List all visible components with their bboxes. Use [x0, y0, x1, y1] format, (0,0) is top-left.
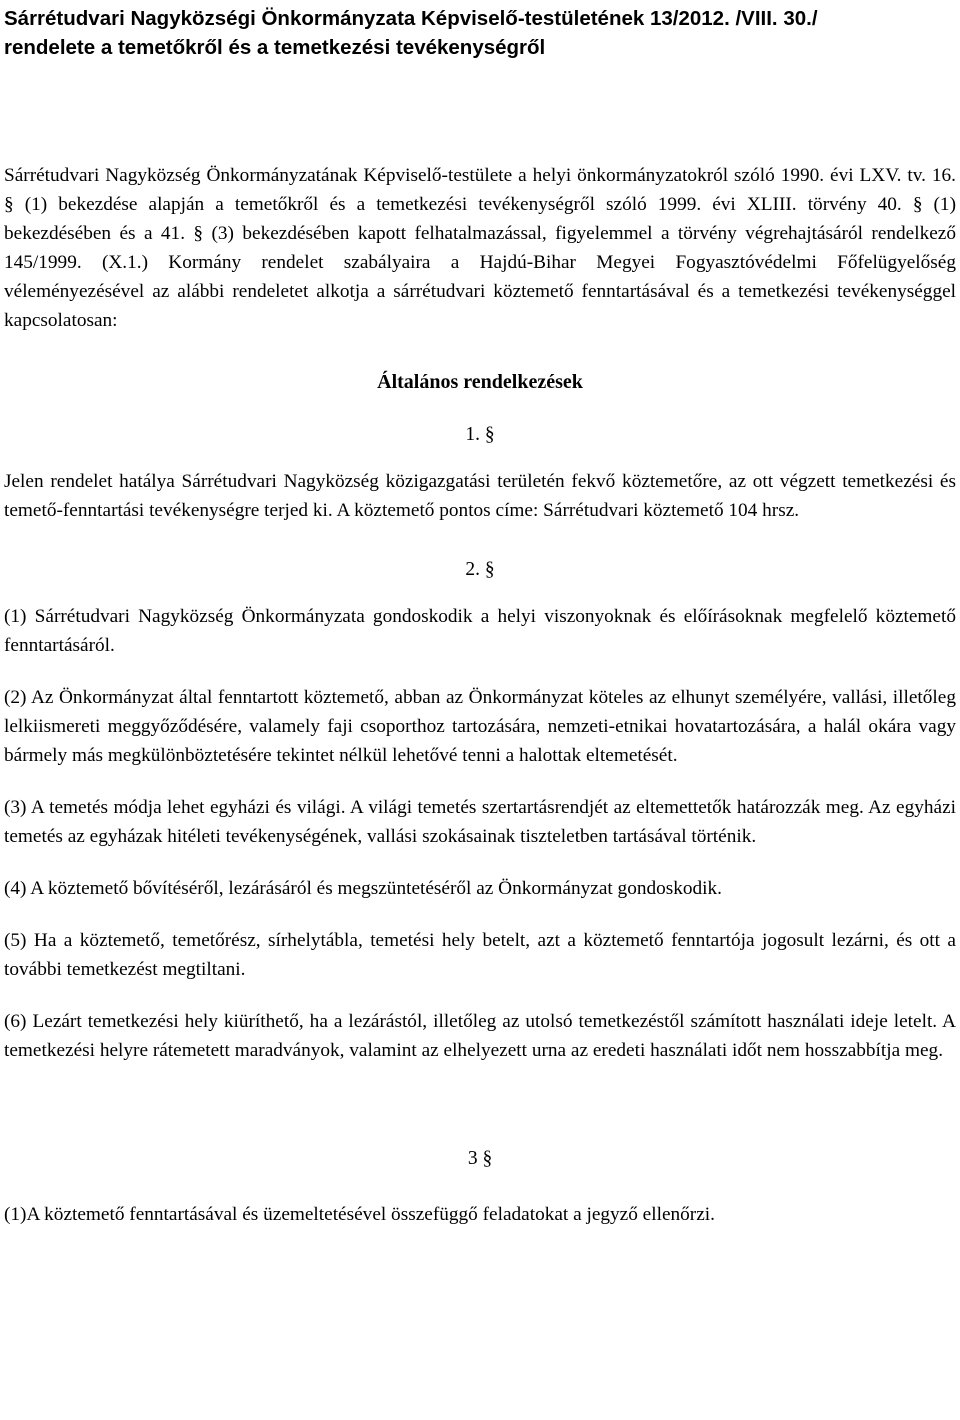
- paragraph-2-item-2: (2) Az Önkormányzat által fenntartott köztemető, abban az Önkormányzat köteles az elhunyt személyére, vallási, illetőleg lelkiismereti meggyőződésére, valamely faji csoporthoz tartozására, nemzeti-etnikai hovatartozására, a halál okára vagy bármely más megkülönböztetésére tekintet nélkül lehetővé tenni a halottak eltemetését.: [4, 687, 956, 766]
- document-title: [4, 4, 956, 62]
- section-heading: Általános rendelkezések: [377, 371, 583, 393]
- paragraph-number-3: 3 §: [467, 1148, 493, 1169]
- paragraph-2-item-6: (6) Lezárt temetkezési hely kiüríthető, ha a lezárástól, illetőleg az utolsó temetkezéstől számított használati ideje letelt. A temetkezési helyre rátemetett maradványok, valamint az elhelyezett urna az eredeti használati időt nem hosszabbítja meg.: [4, 1011, 956, 1061]
- paragraph-3-text: (1)A köztemető fenntartásával és üzemeltetésével összefüggő feladatokat a jegyző ellenőrzi.: [4, 1204, 715, 1225]
- title-line-1: Sárrétudvari Nagyközségi Önkormányzata Képviselő-testületének 13/2012. /VIII. 30./: [4, 7, 818, 30]
- title-line-2: rendelete a temetőkről és a temetkezési tevékenységről: [4, 36, 546, 59]
- document-page: [4, 0, 956, 1229]
- paragraph-number-1: 1. §: [465, 424, 495, 445]
- paragraph-2-item-5: (5) Ha a köztemető, temetőrész, sírhelytábla, temetési hely betelt, azt a köztemető fenntartója jogosult lezárni, és ott a további temetkezést megtiltani.: [4, 930, 956, 980]
- paragraph-number-2: 2. §: [465, 559, 495, 580]
- paragraph-2-item-1: (1) Sárrétudvari Nagyközség Önkormányzata gondoskodik a helyi viszonyoknak és előírásoknak megfelelő köztemető fenntartásáról.: [4, 606, 956, 656]
- preamble-paragraph: Sárrétudvari Nagyközség Önkormányzatának Képviselő-testülete a helyi önkormányzatokról szóló 1990. évi LXV. tv. 16. § (1) bekezdése alapján a temetőkről és a temetkezési tevékenységről szóló 1999. évi XLIII. törvény 40. § (1) bekezdésében és a 41. § (3) bekezdésében kapott felhatalmazással, figyelemmel a törvény végrehajtásáról rendelkező 145/1999. (X.1.) Kormány rendelet szabályaira a Hajdú-Bihar Megyei Fogyasztóvédelmi Főfelügyelőség véleményezésével az alábbi rendeletet alkotja a sárrétudvari köztemető fenntartásával és a temetkezési tevékenységgel kapcsolatosan:: [4, 165, 956, 331]
- paragraph-2-item-3: (3) A temetés módja lehet egyházi és világi. A világi temetés szertartásrendjét az eltemettetők határozzák meg. Az egyházi temetés az egyházak hitéleti tevékenységének, vallási szokásainak tiszteletben tartásával történik.: [4, 797, 956, 847]
- paragraph-2-item-4: (4) A köztemető bővítéséről, lezárásáról és megszüntetéséről az Önkormányzat gondoskodik.: [4, 878, 722, 899]
- paragraph-1-text: Jelen rendelet hatálya Sárrétudvari Nagyközség közigazgatási területén fekvő köztemetőre, az ott végzett temetkezési és temető-fenntartási tevékenységre terjed ki. A köztemető pontos címe: Sárrétudvari köztemető 104 hrsz.: [4, 471, 956, 521]
